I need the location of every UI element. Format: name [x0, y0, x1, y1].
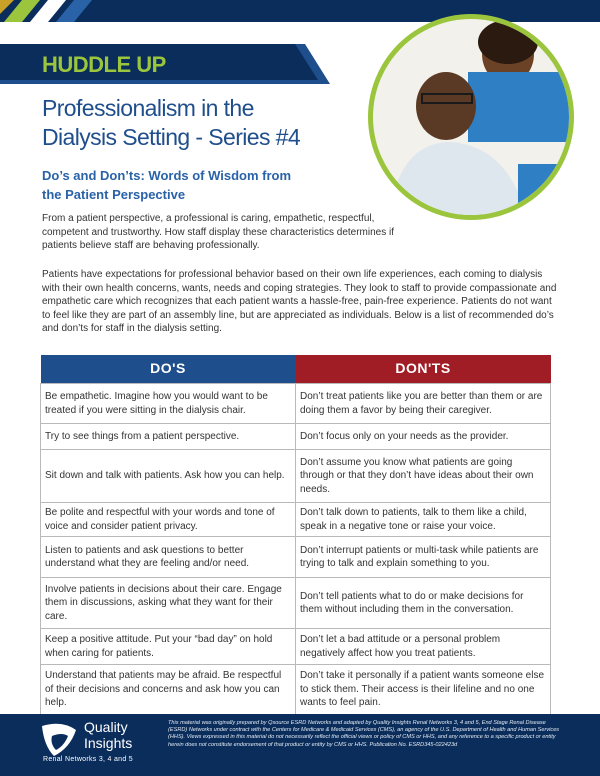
page-subtitle	[42, 166, 342, 204]
title-line-1: Professionalism in the	[42, 95, 254, 121]
do-cell: Be empathetic. Imagine how you would want to be treated if you were sitting in the dialysis chair.	[41, 384, 296, 424]
subtitle-line-2: the Patient Perspective	[42, 187, 186, 202]
logo-text-insights: Insights	[84, 735, 133, 751]
title-line-2: Dialysis Setting - Series #4	[42, 124, 301, 150]
table-row	[41, 665, 551, 715]
donts-header: DON'TS	[296, 355, 551, 384]
dos-donts-table	[40, 355, 551, 715]
dos-header: DO'S	[41, 355, 296, 384]
table-row	[41, 384, 551, 424]
do-cell: Keep a positive attitude. Put your “bad day” on hold when caring for patients.	[41, 629, 296, 665]
table-row	[41, 450, 551, 503]
dont-cell: Don’t interrupt patients or multi-task while patients are trying to talk and explain something to you.	[296, 537, 551, 578]
dont-cell: Don’t take it personally if a patient wants someone else to stick them. Their access is their lifeline and no one wants to feel pain.	[296, 665, 551, 715]
do-cell: Sit down and talk with patients. Ask how you can help.	[41, 450, 296, 503]
table-row	[41, 629, 551, 665]
dont-cell: Don’t let a bad attitude or a personal problem negatively affect how you treat patients.	[296, 629, 551, 665]
table-row	[41, 424, 551, 450]
do-cell: Understand that patients may be afraid. Be respectful of their decisions and concerns and ask how you can help.	[41, 665, 296, 715]
table-row	[41, 503, 551, 537]
table-row	[41, 537, 551, 578]
do-cell: Be polite and respectful with your words and tone of voice and consider patient privacy.	[41, 503, 296, 537]
dont-cell: Don’t talk down to patients, talk to them like a child, speak in a negative tone or raise your voice.	[296, 503, 551, 537]
dont-cell: Don’t treat patients like you are better than them or are doing them a favor by being their caregiver.	[296, 384, 551, 424]
dont-cell: Don’t tell patients what to do or make decisions for them without including them in the conversation.	[296, 578, 551, 629]
page-title	[42, 94, 362, 152]
table-row	[41, 578, 551, 629]
logo-text-networks: Renal Networks 3, 4 and 5	[43, 756, 133, 763]
patient-nurse-photo	[368, 14, 574, 220]
expectations-paragraph: Patients have expectations for professional behavior based on their own life experiences, each coming to dialysis with their own health concerns, wants, needs and coping strategies. They look to staff to provide compassionate and empathetic care which recognizes that each patient wants a hassle-free, pain-free experience. Patients do not want to feel like they are part of an assembly line, but are appreciated as individuals. Below is a list of recommended do’s and don’ts for staff in the dialysis setting.	[42, 269, 557, 334]
logo-text-quality: Quality	[84, 719, 128, 735]
do-cell: Try to see things from a patient perspective.	[41, 424, 296, 450]
do-cell: Listen to patients and ask questions to better understand what they are feeling and/or need.	[41, 537, 296, 578]
intro-paragraph: From a patient perspective, a professional is caring, empathetic, respectful, competent and trustworthy. How staff display these characteristics determines if patients believe staff are behaving professionally.	[42, 213, 395, 251]
dont-cell: Don’t focus only on your needs as the provider.	[296, 424, 551, 450]
do-cell: Involve patients in decisions about their care. Engage them in discussions, asking what they want for their care.	[41, 578, 296, 629]
banner-title: HUDDLE UP	[42, 52, 166, 77]
footer-disclaimer: This material was originally prepared by Qsource ESRD Networks and adapted by Quality Insights Renal Networks 3, 4 and 5, End Stage Renal Disease (ESRD) Networks under contract with the Centers for Medicare & Medicaid Services (CMS), an agency of the U.S. Department of Health and Human Services (HHS). Views expressed in this material do not necessarily reflect the official views or policy of CMS or HHS, and any reference to a specific product or entity herein does not constitute endorsement of that product or entity by CMS or HHS. Publication No. ESRD345-022423d	[168, 720, 560, 748]
dont-cell: Don’t assume you know what patients are going through or that they don’t have ideas about their own needs.	[296, 450, 551, 503]
subtitle-line-1: Do’s and Don’ts: Words of Wisdom from	[42, 168, 292, 183]
